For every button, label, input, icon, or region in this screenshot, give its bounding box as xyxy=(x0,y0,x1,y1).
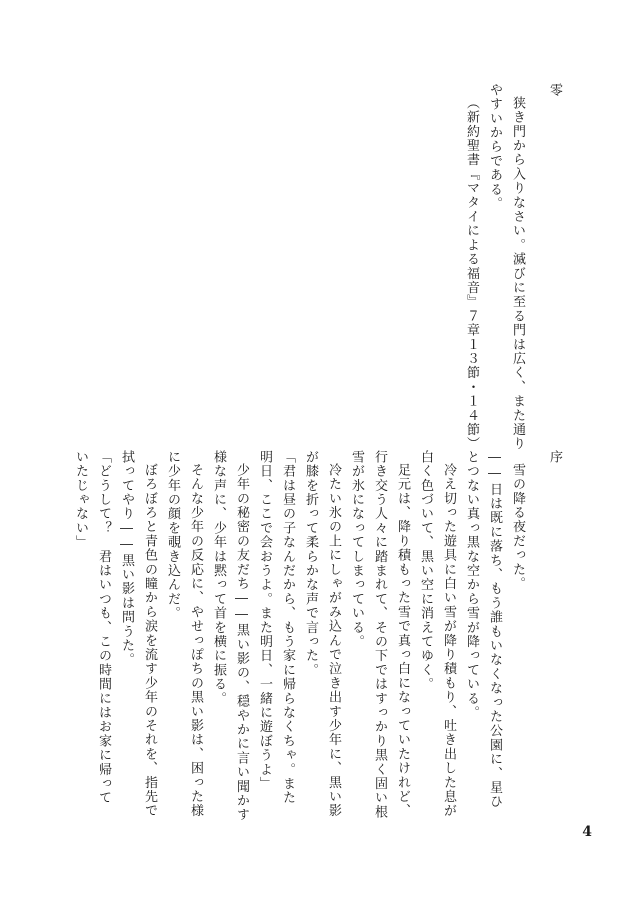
body-line: が膝を折って柔らかな声で言った。 xyxy=(303,450,318,678)
page-number: 4 xyxy=(582,824,592,840)
epigraph-line: やすいからである。 xyxy=(487,83,502,211)
body-line: そんな少年の反応に、やせっぽちの黒い影は、困った様 xyxy=(188,463,203,818)
body-line: 行き交う人々に踏まれて、その下ではすっかり黒く固い根 xyxy=(372,450,387,820)
body-line: 雪の降る夜だった。 xyxy=(510,463,525,591)
body-line: 足元は、降り積もった雪で真っ白になっていたけれど、 xyxy=(395,463,410,818)
intro-section xyxy=(69,450,566,850)
body-line: 「君は昼の子なんだから、もう家に帰らなくちゃ。また xyxy=(280,450,295,805)
epigraph-source: （新約聖書『マタイによる福音』７章１３節・１４節） xyxy=(464,96,479,451)
epigraph-line: 狭き門から入りなさい。滅びに至る門は広く、また通り xyxy=(510,96,525,451)
body-line: とつない真っ黒な空から雪が降っている。 xyxy=(464,450,479,720)
body-line: 明日、ここで会おうよ。また明日、一緒に遊ぼうよ」 xyxy=(257,450,272,791)
body-line: に少年の顔を覗き込んだ。 xyxy=(165,450,180,621)
body-line: ぼろぼろと青色の瞳から涙を流す少年のそれを、指先で xyxy=(142,463,157,818)
body-line: 拭ってやり――黒い影は問うた。 xyxy=(119,450,134,667)
body-line: 冷え切った遊具に白い雪が降り積もり、吐き出した息が xyxy=(441,463,456,818)
body-line: 冷たい氷の上にしゃがみ込んで泣き出す少年に、黒い影 xyxy=(326,463,341,818)
body-line: 「どうして？ 君はいつも、この時間にはお家に帰って xyxy=(96,450,111,805)
body-line: 白く色づいて、黒い空に消えてゆく。 xyxy=(418,450,433,692)
epigraph-heading: 零 xyxy=(547,83,562,98)
section-heading: 序 xyxy=(547,450,562,465)
body-line: 少年の秘密の友だち――黒い影の、穏やかに言い聞かす xyxy=(234,463,249,822)
epigraph xyxy=(460,83,566,451)
body-line: 雪が氷になってしまっている。 xyxy=(349,450,364,649)
body-line: 様な声に、少年は黙って首を横に振る。 xyxy=(211,450,226,706)
body-line: ――日は既に落ち、もう誰もいなくなった公園に、星ひ xyxy=(487,450,502,809)
body-line: いたじゃない」 xyxy=(73,450,88,550)
